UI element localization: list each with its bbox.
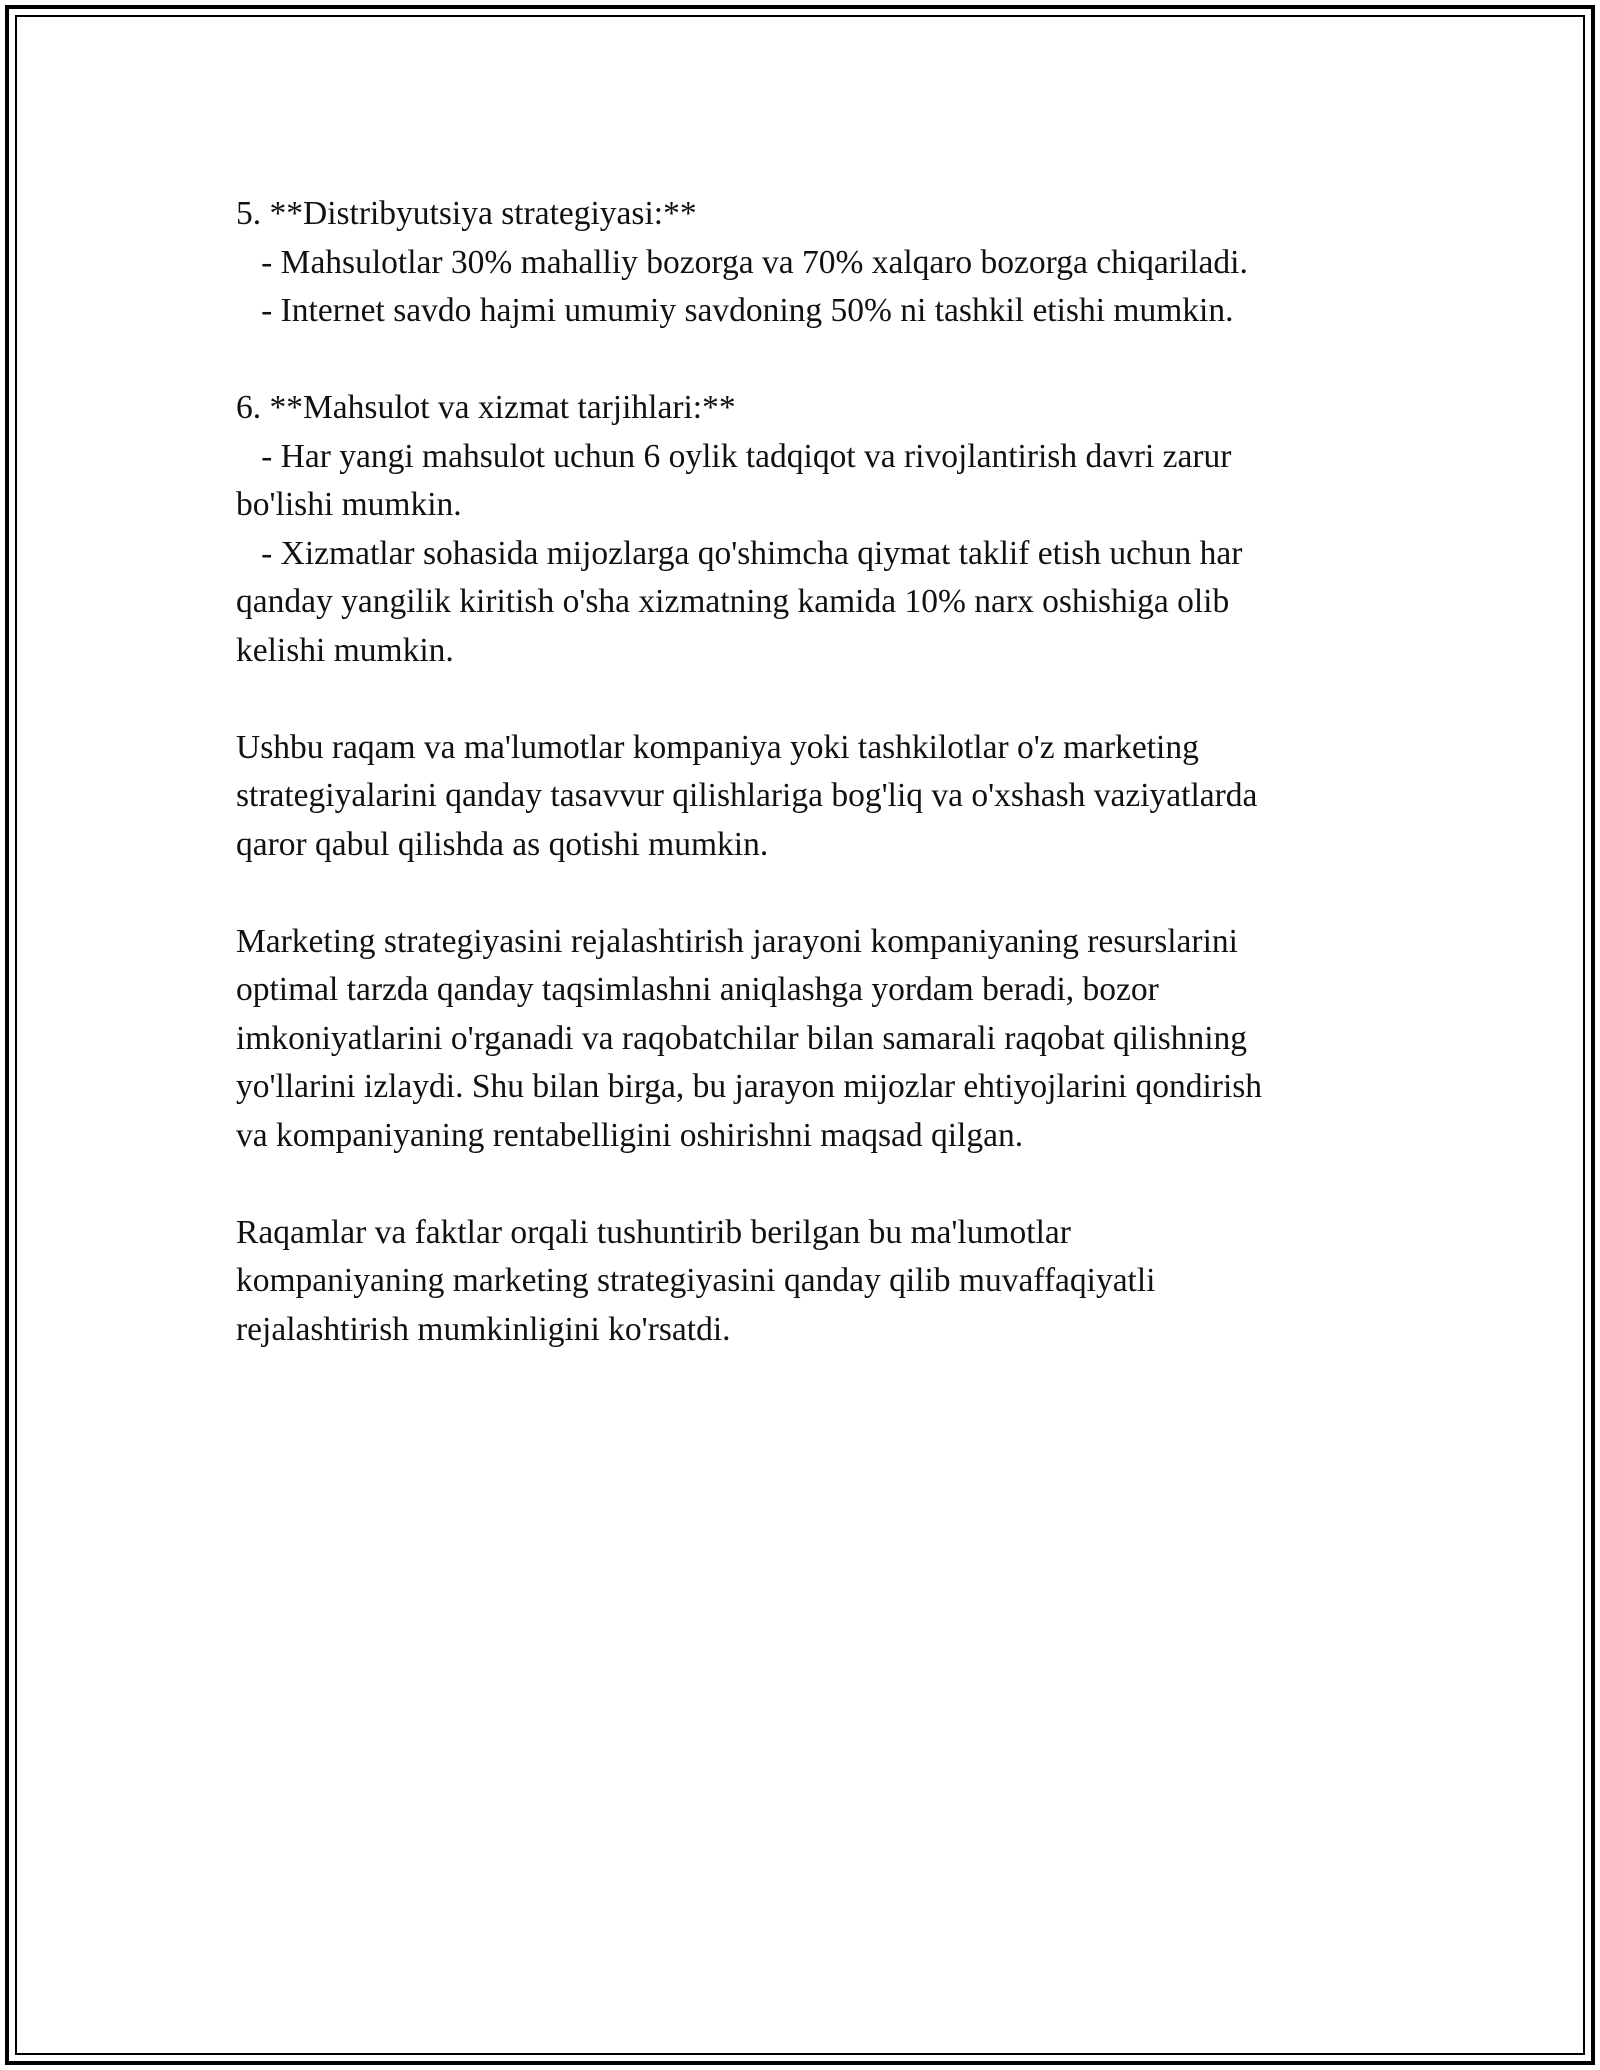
paragraph-gap	[236, 675, 1376, 724]
bullet-line: - Internet savdo hajmi umumiy savdoning 50% ni tashkil etishi mumkin.	[236, 292, 1234, 329]
text-line: va kompaniyaning rentabelligini oshirishni maqsad qilgan.	[236, 1116, 1024, 1154]
text-line: kompaniyaning marketing strategiyasini qanday qilib muvaffaqiyatli	[236, 1262, 1156, 1299]
text-line: rejalashtirish mumkinligini ko'rsatdi.	[236, 1310, 731, 1348]
bullet-line: - Mahsulotlar 30% mahalliy bozorga va 70% xalqaro bozorga chiqariladi.	[236, 243, 1248, 281]
text-line: imkoniyatlarini o'rganadi va raqobatchilar bilan samarali raqobat qilishning	[236, 1019, 1248, 1057]
paragraph-gap	[236, 1160, 1376, 1209]
text-line: kelishi mumkin.	[236, 631, 454, 669]
section-distribution-strategy	[236, 190, 1376, 336]
text-line: strategiyalarini qanday tasavvur qilishlariga bog'liq va o'xshash vaziyatlarda	[236, 777, 1258, 814]
paragraph-gap	[236, 869, 1376, 918]
text-line: optimal tarzda qanday taqsimlashni aniqlashga yordam beradi, bozor	[236, 971, 1159, 1008]
paragraph-planning-process	[236, 918, 1376, 1161]
text-line: Marketing strategiyasini rejalashtirish jarayoni kompaniyaning resurslarini	[236, 922, 1238, 960]
paragraph-gap	[236, 336, 1376, 385]
text-line: qaror qabul qilishda as qotishi mumkin.	[236, 825, 769, 863]
document-body	[236, 190, 1376, 1354]
text-line: bo'lishi mumkin.	[236, 486, 462, 523]
bullet-line: - Har yangi mahsulot uchun 6 oylik tadqiqot va rivojlantirish davri zarur	[236, 437, 1232, 475]
text-line: yo'llarini izlaydi. Shu bilan birga, bu jarayon mijozlar ehtiyojlarini qondirish	[236, 1068, 1263, 1105]
section-heading: 6. **Mahsulot va xizmat tarjihlari:**	[236, 389, 736, 426]
bullet-line: - Xizmatlar sohasida mijozlarga qo'shimcha qiymat taklif etish uchun har	[236, 534, 1243, 572]
paragraph-conclusion	[236, 1209, 1376, 1355]
text-line: Raqamlar va faktlar orqali tushuntirib berilgan bu ma'lumotlar	[236, 1213, 1071, 1251]
text-line: Ushbu raqam va ma'lumotlar kompaniya yoki tashkilotlar o'z marketing	[236, 728, 1199, 766]
section-product-service-preferences	[236, 384, 1376, 675]
section-heading: 5. **Distribyutsiya strategiyasi:**	[236, 195, 697, 232]
paragraph-data-summary	[236, 724, 1376, 870]
text-line: qanday yangilik kiritish o'sha xizmatning kamida 10% narx oshishiga olib	[236, 583, 1230, 620]
